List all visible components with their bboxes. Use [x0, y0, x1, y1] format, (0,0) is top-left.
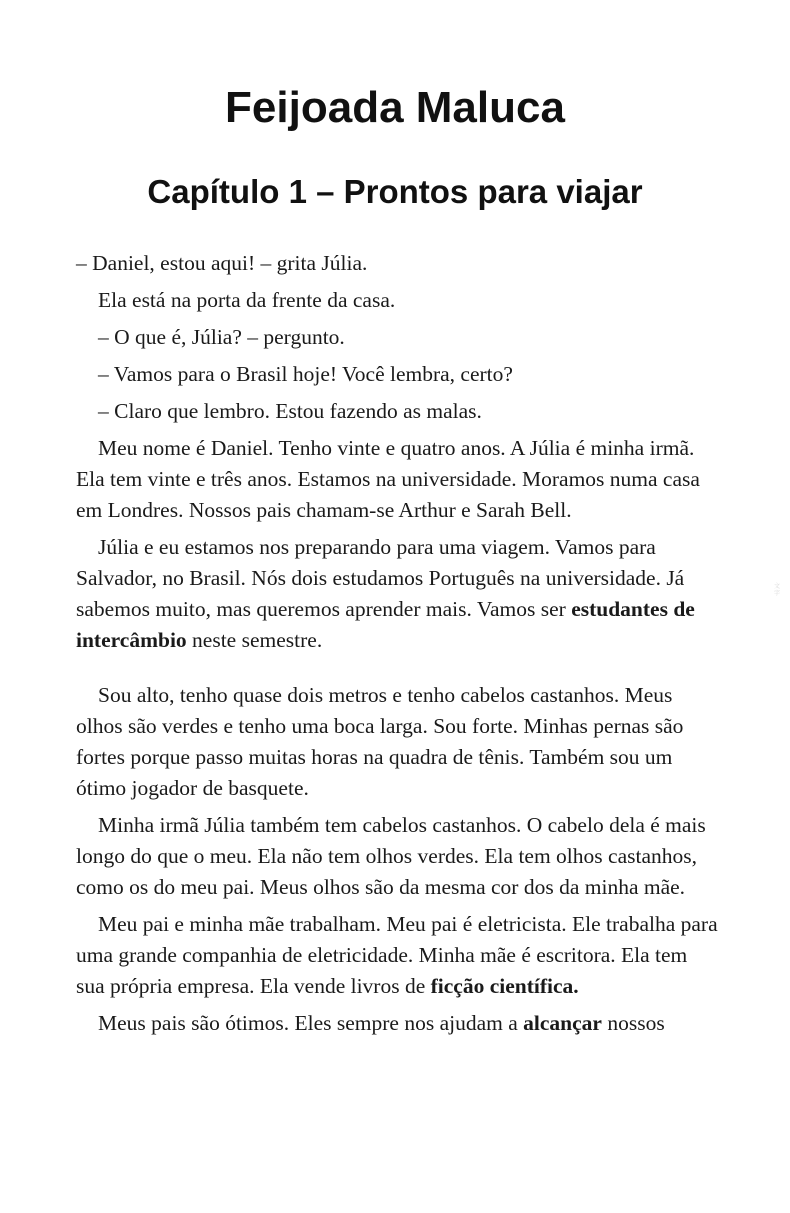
paragraph-parents-work [76, 909, 720, 1002]
paragraph-parents-help-text: Meus pais são ótimos. Eles sempre nos ajudam a [98, 1011, 524, 1035]
paragraph-dialogue-brazil: – Vamos para o Brasil hoje! Você lembra, certo? [98, 362, 513, 386]
paragraph-sister: Minha irmã Júlia também tem cabelos castanhos. O cabelo dela é mais longo do que o meu. Ela não tem olhos verdes. Ela tem olhos castanhos, como os do meu pai. Meus olhos são da mesma cor dos da minha mãe. [76, 813, 706, 899]
chapter-body [76, 248, 720, 1045]
paragraph-dialogue-question: – O que é, Júlia? – pergunto. [98, 325, 345, 349]
paragraph-appearance: Sou alto, tenho quase dois metros e tenho cabelos castanhos. Meus olhos são verdes e tenho uma boca larga. Sou forte. Minhas pernas são fortes porque passo muitas horas na quadra de tênis. Também sou um ótimo jogador de basquete. [76, 683, 684, 800]
book-title: Feijoada Maluca [225, 83, 565, 132]
paragraph-trip-end: neste semestre. [186, 628, 323, 652]
paragraph-parents-help-end: nossos [601, 1011, 665, 1035]
paragraph-parents-work-text: Meu pai e minha mãe trabalham. Meu pai é eletricista. Ele trabalha para uma grande companhia de eletricidade. Minha mãe é escritora. Ela tem sua própria empresa. Ela vende livros de [76, 912, 718, 998]
vocab-term-science-fiction: ficção científica. [430, 974, 579, 998]
margin-watermark: 文字 [774, 583, 781, 597]
vocab-term-achieve: alcançar [523, 1011, 602, 1035]
paragraph-front-door: Ela está na porta da frente da casa. [98, 288, 396, 312]
paragraph-dialogue-julia: – Daniel, estou aqui! – grita Júlia. [76, 251, 368, 275]
paragraph-introduction: Meu nome é Daniel. Tenho vinte e quatro anos. A Júlia é minha irmã. Ela tem vinte e três anos. Estamos na universidade. Moramos numa casa em Londres. Nossos pais chamam-se Arthur e Sarah Bell. [76, 436, 700, 522]
vocab-term-exchange-students: estudantes de intercâmbio [76, 597, 695, 652]
paragraph-parents-help [76, 1008, 720, 1039]
paragraph-dialogue-packing: – Claro que lembro. Estou fazendo as malas. [98, 399, 482, 423]
paragraph-trip-text: Júlia e eu estamos nos preparando para uma viagem. Vamos para Salvador, no Brasil. Nós dois estudamos Português na universidade. Já sabemos muito, mas queremos aprender mais. Vamos ser [76, 535, 685, 621]
chapter-title: Capítulo 1 – Prontos para viajar [147, 173, 643, 210]
paragraph-trip [76, 532, 720, 656]
